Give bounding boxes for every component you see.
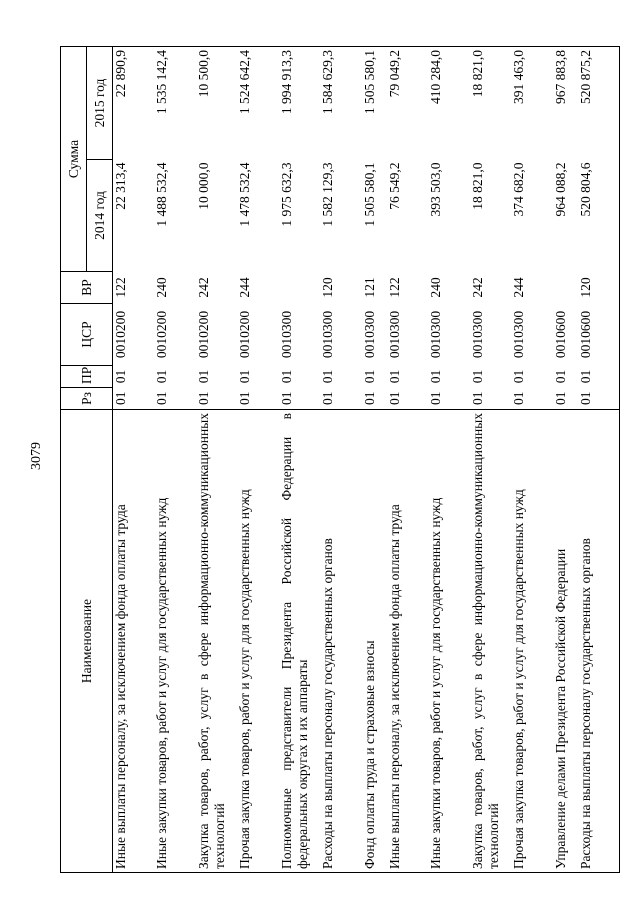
row-pr: 01 — [154, 369, 169, 384]
header-vr: ВР — [61, 272, 113, 304]
row-sum-2014: 374 682,0 — [511, 162, 526, 217]
table-row — [237, 46, 279, 872]
row-rz: 01 — [386, 391, 402, 405]
row-csr: 0010200 — [154, 310, 169, 359]
row-csr: 0010200 — [237, 310, 252, 359]
row-pr: 01 — [511, 369, 526, 384]
table-row — [470, 46, 512, 872]
header-2014: 2014 год — [87, 160, 113, 272]
row-rz: 01 — [113, 391, 128, 405]
row-rz: 01 — [320, 391, 335, 405]
row-rz: 01 — [552, 391, 568, 405]
row-name: Иные выплаты персоналу, за исключением фонда оплаты труда — [387, 410, 429, 873]
row-sum-2014: 393 503,0 — [428, 162, 443, 217]
row-sum-2015: 22 890,9 — [113, 46, 155, 159]
row-pr: 01 — [113, 369, 128, 384]
table-row — [511, 46, 553, 872]
row-csr: 0010600 — [552, 310, 568, 359]
table-row — [113, 46, 155, 872]
table-row — [196, 46, 238, 872]
table-row — [320, 46, 362, 872]
row-sum-2015: 391 463,0 — [511, 46, 553, 159]
table-row — [154, 46, 196, 872]
row-vr: 244 — [237, 277, 252, 298]
row-pr: 01 — [278, 369, 294, 384]
table-row — [428, 46, 470, 872]
budget-table-rotated — [60, 47, 592, 873]
row-sum-2015: 79 049,2 — [387, 46, 429, 159]
row-sum-2014: 520 804,6 — [577, 162, 593, 217]
row-name: Расходы на выплаты персоналу государственных органов — [578, 410, 620, 873]
row-csr: 0010300 — [469, 310, 485, 359]
row-pr: 01 — [237, 369, 252, 384]
table-row — [387, 46, 429, 872]
row-rz: 01 — [469, 391, 485, 405]
row-rz: 01 — [577, 391, 593, 405]
table-row — [553, 46, 578, 872]
row-csr: 0010300 — [278, 310, 294, 359]
row-csr: 0010300 — [511, 310, 526, 359]
row-sum-2015: 10 500,0 — [196, 46, 238, 159]
row-sum-2014: 76 549,2 — [386, 162, 402, 210]
row-vr: 120 — [577, 277, 593, 298]
row-pr: 01 — [361, 369, 377, 384]
row-csr: 0010200 — [113, 310, 128, 359]
row-name: Фонд оплаты труда и страховые взносы — [362, 410, 387, 873]
header-sum: Сумма — [61, 46, 87, 271]
row-sum-2015: 967 883,8 — [553, 46, 578, 159]
row-sum-2014: 964 088,2 — [552, 162, 568, 217]
row-csr: 0010300 — [428, 310, 443, 359]
row-sum-2015: 410 284,0 — [428, 46, 470, 159]
row-vr — [553, 272, 578, 304]
row-rz: 01 — [511, 391, 526, 405]
row-sum-2015: 1 505 580,1 — [362, 46, 387, 159]
row-pr: 01 — [386, 369, 402, 384]
row-name: Расходы на выплаты персоналу государственных органов — [320, 410, 362, 873]
table-row — [362, 46, 387, 872]
table-row — [578, 46, 620, 872]
row-vr: 242 — [195, 277, 211, 298]
row-vr: 240 — [428, 277, 443, 298]
header-name: Наименование — [61, 410, 113, 873]
row-pr: 01 — [469, 369, 485, 384]
row-sum-2014: 18 821,0 — [469, 162, 485, 210]
row-name: Иные закупки товаров, работ и услуг для государственных нужд — [428, 410, 470, 873]
row-name: Закупка товаров, работ, услуг в сфере информационно-коммуникационных технологий — [196, 410, 238, 873]
table-header — [61, 46, 113, 872]
row-vr: 121 — [361, 277, 377, 298]
header-pr: ПР — [61, 366, 113, 388]
row-vr: 120 — [320, 277, 335, 298]
row-sum-2014: 1 975 632,3 — [278, 162, 294, 227]
header-rz: Рз — [61, 388, 113, 410]
table-body — [113, 46, 620, 872]
row-pr: 01 — [428, 369, 443, 384]
row-sum-2015: 1 994 913,3 — [279, 46, 321, 159]
row-sum-2014: 1 505 580,1 — [361, 162, 377, 227]
row-name: Закупка товаров, работ, услуг в сфере информационно-коммуникационных технологий — [470, 410, 512, 873]
row-csr: 0010300 — [320, 310, 335, 359]
row-pr: 01 — [195, 369, 211, 384]
row-csr: 0010300 — [386, 310, 402, 359]
budget-table — [60, 46, 620, 873]
row-rz: 01 — [361, 391, 377, 405]
row-name: Иные закупки товаров, работ и услуг для государственных нужд — [154, 410, 196, 873]
row-vr: 122 — [113, 277, 128, 298]
row-name: Прочая закупка товаров, работ и услуг для государственных нужд — [511, 410, 553, 873]
row-vr: 242 — [469, 277, 485, 298]
row-sum-2015: 1 535 142,4 — [154, 46, 196, 159]
row-name: Иные выплаты персоналу, за исключением фонда оплаты труда — [113, 410, 155, 873]
row-vr: 122 — [386, 277, 402, 298]
row-name: Прочая закупка товаров, работ и услуг для государственных нужд — [237, 410, 279, 873]
row-rz: 01 — [237, 391, 252, 405]
row-sum-2015: 18 821,0 — [470, 46, 512, 159]
table-bottom-edge — [619, 46, 620, 872]
header-2015: 2015 год — [87, 46, 113, 159]
row-sum-2014: 10 000,0 — [195, 162, 211, 210]
page-number — [27, 441, 47, 471]
row-sum-2014: 1 478 532,4 — [237, 162, 252, 227]
row-rz: 01 — [195, 391, 211, 405]
row-sum-2015: 1 584 629,3 — [320, 46, 362, 159]
row-pr: 01 — [552, 369, 568, 384]
page-number-text: 3079 — [29, 442, 44, 470]
header-csr: ЦСР — [61, 304, 113, 366]
row-sum-2015: 520 875,2 — [578, 46, 620, 159]
row-rz: 01 — [154, 391, 169, 405]
row-rz: 01 — [428, 391, 443, 405]
row-sum-2014: 1 582 129,3 — [320, 162, 335, 227]
row-name: Управление делами Президента Российской Федерации — [553, 410, 578, 873]
row-sum-2014: 1 488 532,4 — [154, 162, 169, 227]
row-vr — [279, 272, 321, 304]
row-rz: 01 — [278, 391, 294, 405]
row-pr: 01 — [320, 369, 335, 384]
row-csr: 0010600 — [577, 310, 593, 359]
table-row — [279, 46, 321, 872]
row-sum-2015: 1 524 642,4 — [237, 46, 279, 159]
row-csr: 0010300 — [361, 310, 377, 359]
row-pr: 01 — [577, 369, 593, 384]
row-vr: 244 — [511, 277, 526, 298]
row-name: Полномочные представители Президента Российской Федерации в федеральных округах и их аппараты — [279, 410, 321, 873]
row-csr: 0010200 — [195, 310, 211, 359]
row-vr: 240 — [154, 277, 169, 298]
row-sum-2014: 22 313,4 — [113, 162, 128, 210]
